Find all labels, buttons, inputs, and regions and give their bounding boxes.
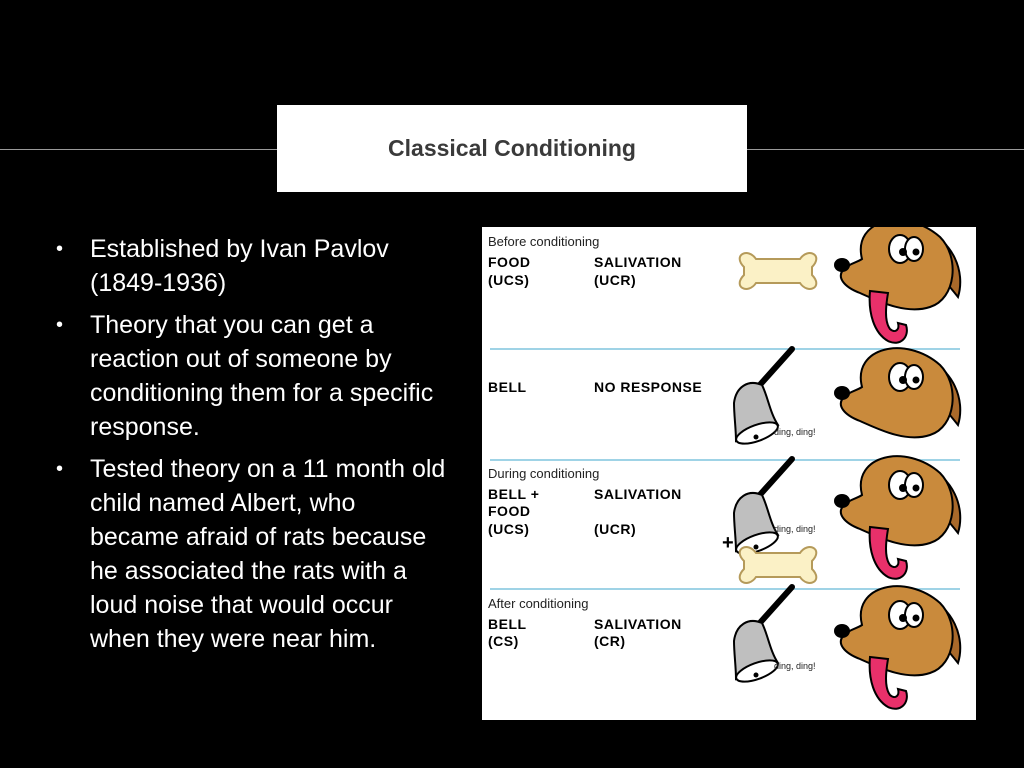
dog-icon [834,456,960,545]
before-response: SALIVATION [594,254,682,270]
bone-icon [740,253,817,289]
bullet-item [56,232,446,300]
no-response-label: NO RESPONSE [594,379,703,395]
dog-icon [834,586,960,675]
ding-text: ding, ding! [774,661,816,671]
bullet-item [56,308,446,444]
before-heading: Before conditioning [488,234,600,249]
dog-icon [834,348,960,437]
bullet-text: Established by Ivan Pavlov (1849-1936) [90,235,389,297]
during-response: SALIVATION [594,486,682,502]
during-stimulus-1: BELL + [488,486,540,502]
after-response-code: (CR) [594,633,626,649]
slide-title: Classical Conditioning [388,135,636,161]
bullet-text: Theory that you can get a reaction out of someone by conditioning them for a specific response. [90,311,434,441]
title-box [277,105,747,192]
bone-icon [740,547,817,583]
bullet-list [56,232,446,664]
after-stimulus-code: (CS) [488,633,519,649]
plus-sign: + [722,532,734,554]
before-stimulus: FOOD [488,254,531,270]
during-stimulus-code: (UCS) [488,521,530,537]
after-response: SALIVATION [594,616,682,632]
bullet-dot: • [56,238,64,260]
during-heading: During conditioning [488,466,600,481]
before-stimulus-code: (UCS) [488,272,530,288]
bullet-item [56,452,446,656]
ding-text: ding, ding! [774,524,816,534]
after-heading: After conditioning [488,596,589,611]
ding-text: ding, ding! [774,427,816,437]
before-response-code: (UCR) [594,272,637,288]
bell-icon [734,587,792,686]
bell-icon [734,459,792,558]
during-response-code: (UCR) [594,521,637,537]
dog-icon [834,227,960,309]
pavlov-diagram [482,227,976,720]
during-stimulus-2: FOOD [488,503,531,519]
bullet-dot: • [56,314,64,336]
bullet-text: Tested theory on a 11 month old child named Albert, who became afraid of rats because he associated the rats with a loud noise that would occur when they were near him. [90,455,446,653]
after-stimulus: BELL [488,616,527,632]
bell-stimulus: BELL [488,379,527,395]
bullet-dot: • [56,458,64,480]
